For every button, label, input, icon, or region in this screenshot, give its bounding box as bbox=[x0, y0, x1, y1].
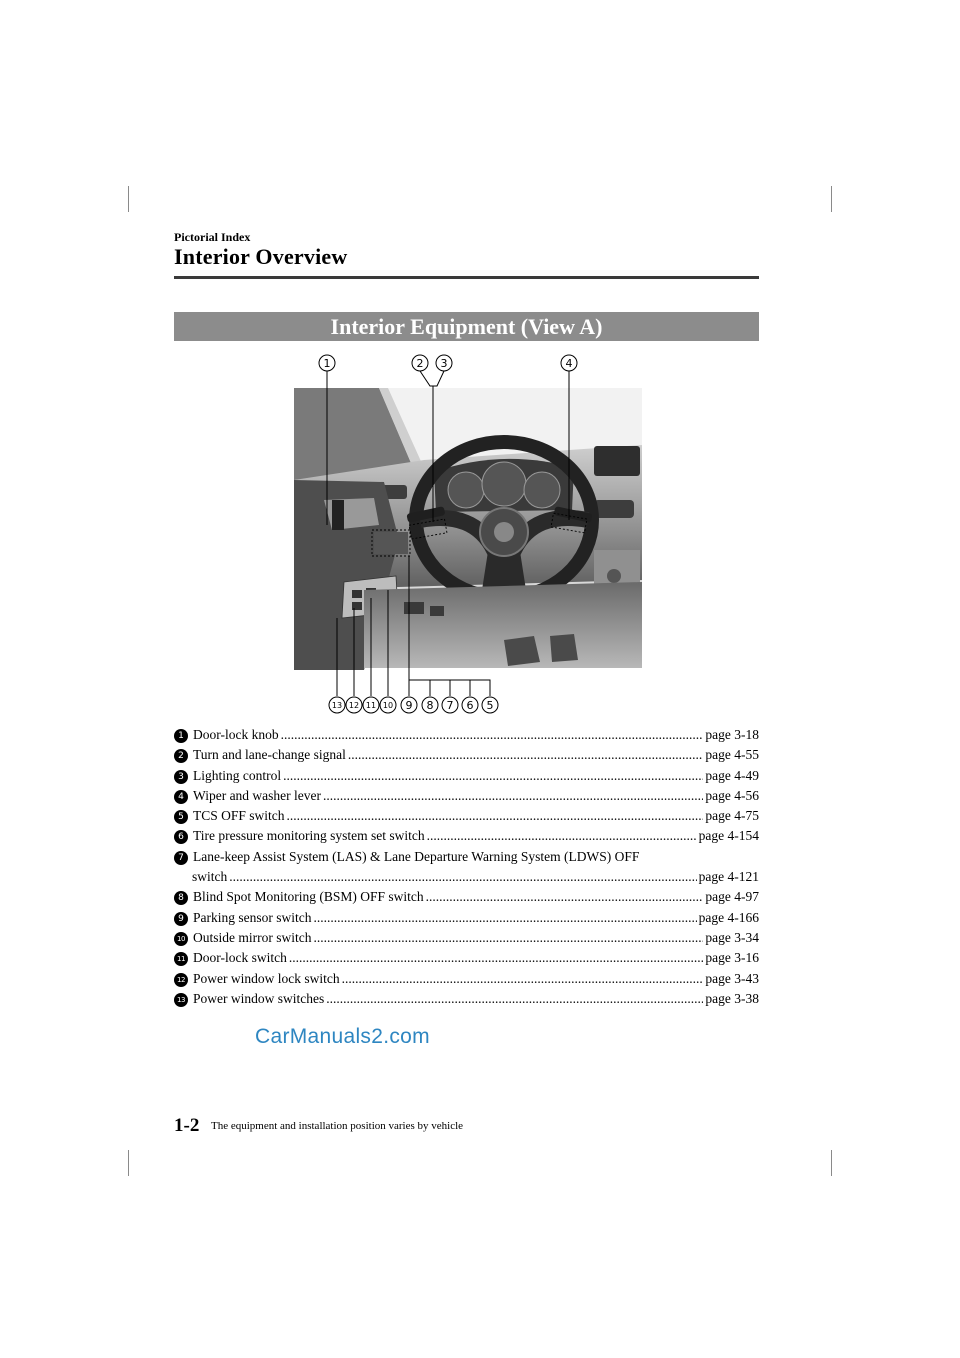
callout-7 bbox=[442, 697, 458, 713]
legend-item bbox=[174, 806, 759, 826]
legend-item bbox=[174, 928, 759, 948]
footer-note: The equipment and installation position varies by vehicle bbox=[211, 1120, 464, 1132]
callout-label: 11 bbox=[365, 701, 377, 710]
callout-12 bbox=[346, 697, 362, 713]
item-label: Blind Spot Monitoring (BSM) OFF switch bbox=[193, 889, 424, 905]
item-page-ref: page 3-43 bbox=[705, 970, 759, 986]
legend-item bbox=[174, 969, 759, 989]
callout-label: 13 bbox=[331, 701, 343, 710]
item-label: Lane-keep Assist System (LAS) & Lane Departure Warning System (LDWS) OFF bbox=[193, 848, 640, 864]
callout-label: 4 bbox=[565, 357, 573, 370]
item-number: 5 bbox=[174, 810, 188, 824]
item-number: 13 bbox=[174, 993, 188, 1007]
item-number: 8 bbox=[174, 891, 188, 905]
title-rule bbox=[174, 276, 759, 279]
legend-item bbox=[174, 745, 759, 765]
item-number: 6 bbox=[174, 830, 188, 844]
watermark: CarManuals2.com bbox=[255, 1025, 430, 1048]
callout-11 bbox=[363, 697, 379, 713]
callout-label: 10 bbox=[382, 701, 394, 710]
legend-item bbox=[174, 847, 759, 888]
item-page-ref: page 4-49 bbox=[705, 767, 759, 783]
item-number: 3 bbox=[174, 770, 188, 784]
callout-9 bbox=[401, 697, 417, 713]
item-page-ref: page 4-75 bbox=[705, 808, 759, 824]
item-page-ref: page 4-154 bbox=[698, 828, 759, 844]
item-page-ref: page 4-166 bbox=[698, 909, 759, 925]
item-label: Turn and lane-change signal bbox=[193, 747, 346, 763]
legend-item bbox=[174, 908, 759, 928]
callout-label: 2 bbox=[416, 357, 424, 370]
callout-4 bbox=[561, 355, 577, 371]
callout-label: 8 bbox=[426, 699, 434, 712]
item-page-ref: page 3-38 bbox=[705, 990, 759, 1006]
item-page-ref: page 4-55 bbox=[705, 747, 759, 763]
item-label: Door-lock knob bbox=[193, 727, 279, 742]
crop-mark-top-left bbox=[128, 186, 129, 212]
item-label: Tire pressure monitoring system set switch bbox=[193, 828, 425, 844]
item-label: Parking sensor switch bbox=[193, 909, 312, 925]
callout-13 bbox=[329, 697, 345, 713]
item-number: 4 bbox=[174, 790, 188, 804]
item-page-ref: page 3-34 bbox=[705, 929, 759, 945]
callout-1 bbox=[319, 355, 335, 371]
callout-3 bbox=[436, 355, 452, 371]
item-number: 11 bbox=[174, 952, 188, 966]
item-label: Door-lock switch bbox=[193, 950, 287, 966]
item-label-continued: switch bbox=[192, 869, 228, 885]
item-label: Lighting control bbox=[193, 767, 282, 783]
item-number: 1 bbox=[174, 729, 188, 743]
callout-label: 7 bbox=[446, 699, 454, 712]
item-label: Power window lock switch bbox=[193, 970, 340, 986]
item-page-ref: page 3-18 bbox=[705, 727, 759, 742]
item-number: 10 bbox=[174, 932, 188, 946]
callout-5 bbox=[482, 697, 498, 713]
callout-10 bbox=[380, 697, 396, 713]
crop-mark-top-right bbox=[831, 186, 832, 212]
item-page-ref: page 4-97 bbox=[705, 889, 759, 905]
legend-item bbox=[174, 948, 759, 968]
legend-item bbox=[174, 766, 759, 786]
crop-mark-bottom-left bbox=[128, 1150, 129, 1176]
callout-2 bbox=[412, 355, 428, 371]
legend-item bbox=[174, 786, 759, 806]
section-banner: Interior Equipment (View A) bbox=[174, 312, 759, 341]
item-page-ref: page 3-16 bbox=[705, 950, 759, 966]
legend-item bbox=[174, 826, 759, 846]
item-number: 7 bbox=[174, 851, 188, 865]
section-label: Pictorial Index bbox=[174, 230, 251, 244]
callout-6 bbox=[462, 697, 478, 713]
callout-label: 9 bbox=[405, 699, 413, 712]
item-number: 2 bbox=[174, 749, 188, 763]
page-number: 1-2 bbox=[174, 1115, 200, 1136]
item-page-ref: page 4-121 bbox=[698, 869, 759, 885]
legend-item bbox=[174, 989, 759, 1009]
callout-label: 6 bbox=[466, 699, 474, 712]
crop-mark-bottom-right bbox=[831, 1150, 832, 1176]
callout-label: 12 bbox=[348, 701, 360, 710]
item-page-ref: page 4-56 bbox=[705, 787, 759, 803]
legend-item bbox=[174, 725, 759, 745]
interior-photo bbox=[294, 388, 642, 670]
callout-label: 3 bbox=[440, 357, 448, 370]
item-number: 9 bbox=[174, 912, 188, 926]
interior-figure bbox=[174, 350, 759, 720]
legend-item bbox=[174, 887, 759, 907]
item-number: 12 bbox=[174, 973, 188, 987]
callout-8 bbox=[422, 697, 438, 713]
callout-label: 5 bbox=[486, 699, 494, 712]
item-label: Power window switches bbox=[193, 990, 325, 1006]
item-label: TCS OFF switch bbox=[193, 808, 285, 824]
item-label: Wiper and washer lever bbox=[193, 787, 322, 803]
callout-label: 1 bbox=[323, 357, 331, 370]
legend-list bbox=[174, 725, 759, 1009]
page-title: Interior Overview bbox=[174, 244, 348, 269]
item-label: Outside mirror switch bbox=[193, 929, 312, 945]
